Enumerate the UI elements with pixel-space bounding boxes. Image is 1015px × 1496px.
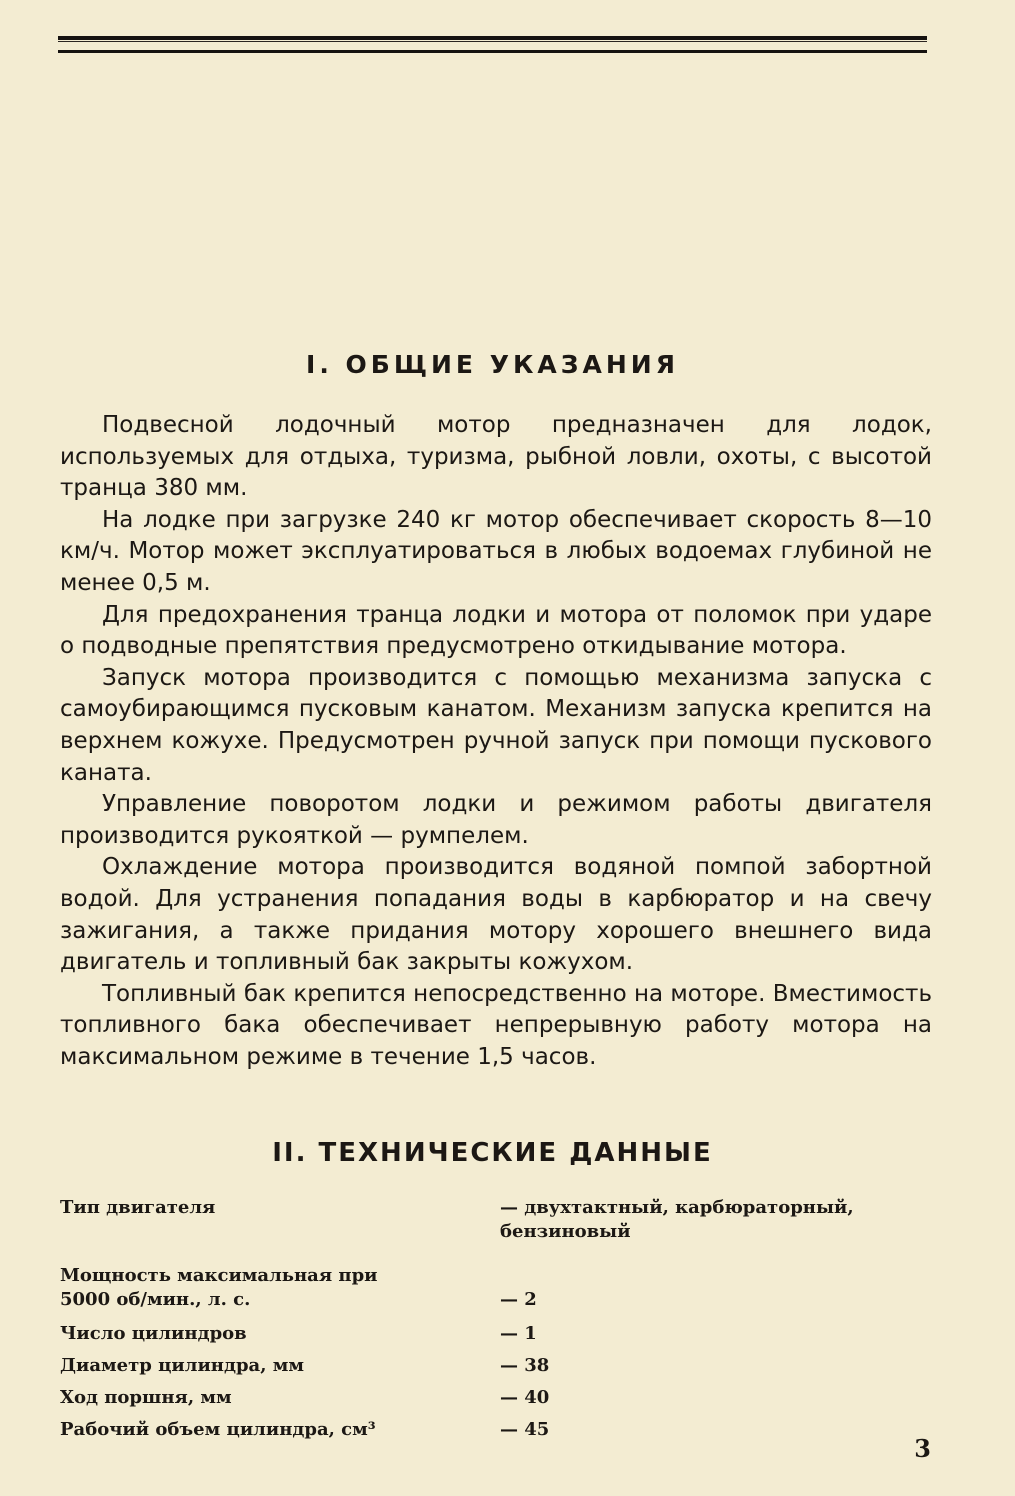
spec-label: Диаметр цилиндра, мм (60, 1355, 305, 1376)
spec-value: — двухтактный, карбюраторный, бензиновый (500, 1197, 854, 1242)
top-rule-inner (58, 41, 927, 42)
spec-label: Тип двигателя (60, 1197, 216, 1218)
paragraph: Топливный бак крепится непосредственно на моторе. Вместимость топливного бака обеспечивает непрерывную работу мотора на максимальном режиме в течение 1,5 часов. (60, 980, 932, 1070)
section-1-body (60, 410, 932, 1073)
spec-value: — 1 (500, 1323, 537, 1344)
spec-row (60, 1264, 932, 1312)
spec-label: Число цилиндров (60, 1323, 247, 1344)
top-rule (58, 36, 927, 53)
spec-value: — 45 (500, 1419, 550, 1440)
spec-value: — 2 (500, 1289, 537, 1310)
paragraph: Управление поворотом лодки и режимом работы двигателя производится рукояткой — румпелем. (60, 791, 932, 849)
paragraph: Охлаждение мотора производится водяной помпой забортной водой. Для устранения попадания воды в карбюратор и на свечу зажигания, а также придания мотору хорошего внешнего вида двигатель и топливный бак закрыты кожухом. (60, 854, 932, 976)
spec-label: Рабочий объем цилиндра, см³ (60, 1419, 376, 1440)
spec-row (60, 1322, 932, 1346)
spec-table (60, 1196, 932, 1442)
paragraph: Подвесной лодочный мотор предназначен для лодок, используемых для отдыха, туризма, рыбной ловли, охоты, с высотой транца 380 мм. (60, 412, 932, 502)
spec-row (60, 1386, 932, 1410)
spec-value: — 40 (500, 1387, 550, 1408)
spec-label: Ход поршня, мм (60, 1387, 232, 1408)
spec-row (60, 1196, 932, 1244)
section-2-title: II. ТЕХНИЧЕСКИЕ ДАННЫЕ (272, 1138, 713, 1168)
spec-row (60, 1354, 932, 1378)
spec-row (60, 1418, 932, 1442)
paragraph: Запуск мотора производится с помощью механизма запуска с самоубирающимся пусковым канатом. Механизм запуска крепится на верхнем кожухе. Предусмотрен ручной запуск при помощи пускового каната. (60, 664, 932, 786)
page-number: 3 (914, 1434, 931, 1463)
paragraph: На лодке при загрузке 240 кг мотор обеспечивает скорость 8—10 км/ч. Мотор может эксплуатироваться в любых водоемах глубиной не менее 0,5 м. (60, 506, 932, 596)
section-1-title: I. ОБЩИЕ УКАЗАНИЯ (306, 350, 679, 379)
paragraph: Для предохранения транца лодки и мотора от поломок при ударе о подводные препятствия предусмотрено откидывание мотора. (60, 601, 932, 660)
spec-label: Мощность максимальная при 5000 об/мин., л. с. (60, 1265, 378, 1310)
spec-value: — 38 (500, 1355, 550, 1376)
